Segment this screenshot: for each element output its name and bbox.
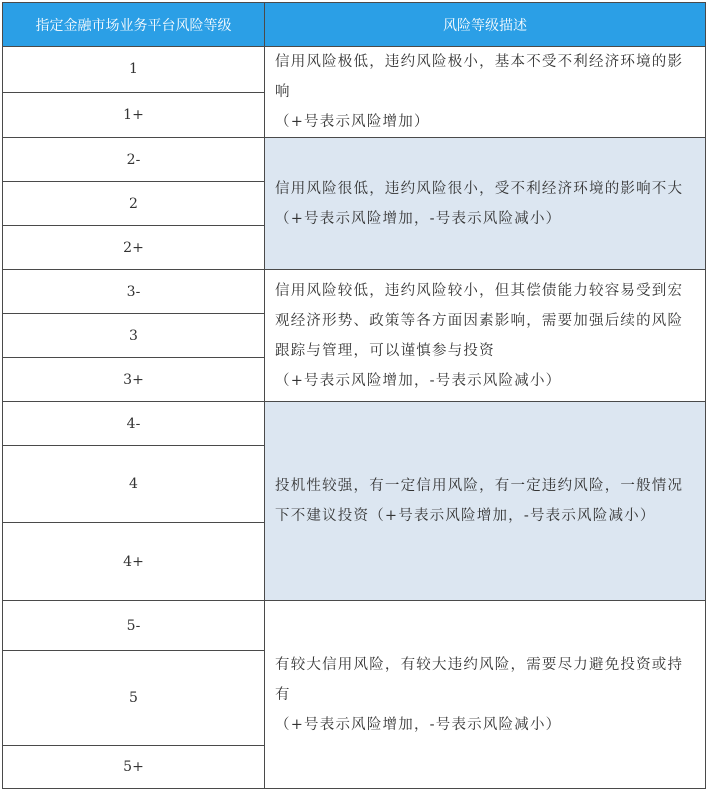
grade-cell: 1+ (3, 92, 265, 138)
description-cell (265, 138, 706, 270)
table-row (3, 47, 706, 93)
description-cell (265, 601, 706, 789)
grade-cell: 5+ (3, 746, 265, 789)
header-row (3, 3, 706, 47)
description-note: （+号表示风险增加） (275, 114, 430, 130)
description-text: 投机性较强，有一定信用风险，有一定违约风险，一般情况下不建议投资（+号表示风险增加，-号表示风险减小） (275, 478, 684, 524)
grade-cell: 4 (3, 446, 265, 523)
description-note: （+号表示风险增加，-号表示风险减小） (275, 210, 562, 227)
grade-cell: 1 (3, 47, 265, 93)
grade-cell: 3- (3, 270, 265, 314)
grade-cell: 4+ (3, 523, 265, 601)
description-cell (265, 402, 706, 601)
grade-cell: 2 (3, 182, 265, 226)
description-cell (265, 270, 706, 402)
table-row (3, 138, 706, 182)
description-cell (265, 47, 706, 138)
grade-cell: 5- (3, 601, 265, 651)
description-text: 信用风险很低，违约风险很小，受不利经济环境的影响不大 (275, 180, 684, 197)
description-text: 有较大信用风险，有较大违约风险，需要尽力避免投资或持有 (275, 656, 684, 703)
table-row (3, 402, 706, 446)
header-grade: 指定金融市场业务平台风险等级 (3, 3, 265, 47)
table-row (3, 270, 706, 314)
header-description: 风险等级描述 (265, 3, 706, 47)
grade-cell: 2+ (3, 226, 265, 270)
grade-cell: 3 (3, 314, 265, 358)
grade-cell: 3+ (3, 358, 265, 402)
grade-cell: 5 (3, 651, 265, 746)
risk-grade-table (2, 2, 706, 789)
table-row (3, 601, 706, 651)
grade-cell: 4- (3, 402, 265, 446)
description-text: 信用风险较低，违约风险较小，但其偿债能力较容易受到宏观经济形势、政策等各方面因素影响，需要加强后续的风险跟踪与管理，可以谨慎参与投资 (275, 282, 684, 359)
description-note: （+号表示风险增加，-号表示风险减小） (275, 716, 562, 733)
grade-cell: 2- (3, 138, 265, 182)
description-text: 信用风险极低，违约风险极小，基本不受不利经济环境的影响 (275, 54, 684, 100)
description-note: （+号表示风险增加，-号表示风险减小） (275, 372, 562, 389)
